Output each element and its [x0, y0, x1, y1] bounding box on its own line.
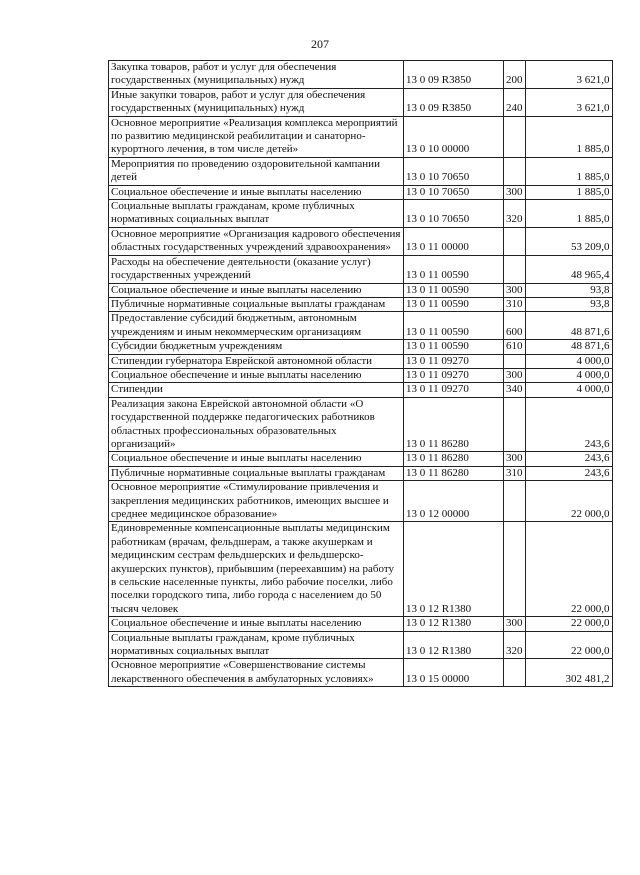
- row-amount-cell: 48 871,6: [525, 340, 612, 354]
- table-row: [109, 340, 613, 354]
- table-row: [109, 61, 613, 89]
- table-row: [109, 522, 613, 617]
- row-expense-type-cell: 600: [504, 312, 526, 340]
- table-row: [109, 116, 613, 157]
- row-expense-type-cell: 300: [504, 617, 526, 631]
- table-row: [109, 452, 613, 466]
- row-expense-type-cell: [504, 157, 526, 185]
- row-code-cell: 13 0 09 R3850: [404, 61, 504, 89]
- table-row: [109, 481, 613, 522]
- row-expense-type-cell: 320: [504, 200, 526, 228]
- row-name-cell: Единовременные компенсационные выплаты медицинским работникам (врачам, фельдшерам, а также акушеркам и медицинским сестрам фельдшерских и фельдшерско-акушерских пунктов), прибывшим (переехавшим) на работу в сельские населенные пункты, либо рабочие поселки, либо поселки городского типа, либо города с населением до 50 тысяч человек: [109, 522, 404, 617]
- row-code-cell: 13 0 15 00000: [404, 659, 504, 687]
- row-code-cell: 13 0 11 86280: [404, 397, 504, 452]
- row-name-cell: Расходы на обеспечение деятельности (оказание услуг) государственных учреждений: [109, 255, 404, 283]
- row-name-cell: Реализация закона Еврейской автономной области «О государственной поддержке педагогических работников областных профессиональных образовательных организаций»: [109, 397, 404, 452]
- row-expense-type-cell: [504, 659, 526, 687]
- row-expense-type-cell: [504, 522, 526, 617]
- row-amount-cell: 4 000,0: [525, 383, 612, 397]
- row-amount-cell: 22 000,0: [525, 631, 612, 659]
- row-amount-cell: 22 000,0: [525, 617, 612, 631]
- row-expense-type-cell: [504, 354, 526, 368]
- row-code-cell: 13 0 11 09270: [404, 368, 504, 382]
- row-expense-type-cell: 300: [504, 283, 526, 297]
- row-code-cell: 13 0 11 09270: [404, 354, 504, 368]
- row-amount-cell: 1 885,0: [525, 185, 612, 199]
- row-code-cell: 13 0 11 00000: [404, 227, 504, 255]
- table-row: [109, 617, 613, 631]
- row-expense-type-cell: [504, 397, 526, 452]
- table-row: [109, 312, 613, 340]
- row-code-cell: 13 0 12 R1380: [404, 631, 504, 659]
- row-expense-type-cell: 610: [504, 340, 526, 354]
- table-row: [109, 383, 613, 397]
- row-amount-cell: 53 209,0: [525, 227, 612, 255]
- table-row: [109, 88, 613, 116]
- table-row: [109, 157, 613, 185]
- row-name-cell: Стипендии губернатора Еврейской автономной области: [109, 354, 404, 368]
- row-name-cell: Субсидии бюджетным учреждениям: [109, 340, 404, 354]
- row-name-cell: Публичные нормативные социальные выплаты гражданам: [109, 466, 404, 480]
- row-expense-type-cell: [504, 255, 526, 283]
- row-expense-type-cell: [504, 481, 526, 522]
- row-amount-cell: 1 885,0: [525, 200, 612, 228]
- row-code-cell: 13 0 10 70650: [404, 185, 504, 199]
- row-amount-cell: 302 481,2: [525, 659, 612, 687]
- row-code-cell: 13 0 11 00590: [404, 255, 504, 283]
- row-expense-type-cell: 300: [504, 368, 526, 382]
- page-number: 207: [311, 37, 329, 51]
- row-code-cell: 13 0 11 00590: [404, 283, 504, 297]
- row-name-cell: Социальные выплаты гражданам, кроме публичных нормативных социальных выплат: [109, 631, 404, 659]
- table-row: [109, 354, 613, 368]
- row-expense-type-cell: 310: [504, 466, 526, 480]
- row-name-cell: Социальное обеспечение и иные выплаты населению: [109, 452, 404, 466]
- row-code-cell: 13 0 11 00590: [404, 312, 504, 340]
- row-amount-cell: 93,8: [525, 283, 612, 297]
- row-name-cell: Публичные нормативные социальные выплаты гражданам: [109, 297, 404, 311]
- row-expense-type-cell: 300: [504, 185, 526, 199]
- row-name-cell: Социальное обеспечение и иные выплаты населению: [109, 283, 404, 297]
- row-amount-cell: 22 000,0: [525, 522, 612, 617]
- table-row: [109, 631, 613, 659]
- row-amount-cell: 1 885,0: [525, 157, 612, 185]
- row-code-cell: 13 0 12 R1380: [404, 617, 504, 631]
- row-expense-type-cell: [504, 227, 526, 255]
- row-amount-cell: 4 000,0: [525, 368, 612, 382]
- row-name-cell: Стипендии: [109, 383, 404, 397]
- row-expense-type-cell: 340: [504, 383, 526, 397]
- row-amount-cell: 48 965,4: [525, 255, 612, 283]
- row-code-cell: 13 0 11 00590: [404, 340, 504, 354]
- row-name-cell: Основное мероприятие «Организация кадрового обеспечения областных государственных учреждений здравоохранения»: [109, 227, 404, 255]
- table-row: [109, 397, 613, 452]
- table-row: [109, 466, 613, 480]
- row-amount-cell: 243,6: [525, 452, 612, 466]
- row-amount-cell: 93,8: [525, 297, 612, 311]
- table-row: [109, 185, 613, 199]
- table-row: [109, 283, 613, 297]
- budget-table-body: [109, 61, 613, 687]
- row-expense-type-cell: 310: [504, 297, 526, 311]
- table-row: [109, 368, 613, 382]
- row-name-cell: Мероприятия по проведению оздоровительной кампании детей: [109, 157, 404, 185]
- row-name-cell: Иные закупки товаров, работ и услуг для обеспечения государственных (муниципальных) нужд: [109, 88, 404, 116]
- row-code-cell: 13 0 10 00000: [404, 116, 504, 157]
- row-code-cell: 13 0 11 86280: [404, 452, 504, 466]
- row-expense-type-cell: 240: [504, 88, 526, 116]
- row-expense-type-cell: [504, 116, 526, 157]
- budget-table: [108, 60, 613, 687]
- row-name-cell: Основное мероприятие «Стимулирование привлечения и закрепления медицинских работников, имеющих высшее и среднее медицинское образование»: [109, 481, 404, 522]
- row-code-cell: 13 0 11 00590: [404, 297, 504, 311]
- row-expense-type-cell: 320: [504, 631, 526, 659]
- row-code-cell: 13 0 09 R3850: [404, 88, 504, 116]
- row-amount-cell: 243,6: [525, 466, 612, 480]
- table-row: [109, 200, 613, 228]
- row-name-cell: Социальное обеспечение и иные выплаты населению: [109, 185, 404, 199]
- row-name-cell: Предоставление субсидий бюджетным, автономным учреждениям и иным некоммерческим организациям: [109, 312, 404, 340]
- row-amount-cell: 48 871,6: [525, 312, 612, 340]
- row-amount-cell: 1 885,0: [525, 116, 612, 157]
- row-code-cell: 13 0 11 09270: [404, 383, 504, 397]
- table-row: [109, 297, 613, 311]
- row-amount-cell: 4 000,0: [525, 354, 612, 368]
- row-expense-type-cell: 200: [504, 61, 526, 89]
- row-amount-cell: 3 621,0: [525, 88, 612, 116]
- row-name-cell: Социальное обеспечение и иные выплаты населению: [109, 368, 404, 382]
- row-amount-cell: 22 000,0: [525, 481, 612, 522]
- row-code-cell: 13 0 10 70650: [404, 157, 504, 185]
- row-code-cell: 13 0 12 R1380: [404, 522, 504, 617]
- row-name-cell: Основное мероприятие «Совершенствование системы лекарственного обеспечения в амбулаторных условиях»: [109, 659, 404, 687]
- row-code-cell: 13 0 11 86280: [404, 466, 504, 480]
- row-name-cell: Основное мероприятие «Реализация комплекса мероприятий по развитию медицинской реабилитации и санаторно-курортного лечения, в том числе детей»: [109, 116, 404, 157]
- row-expense-type-cell: 300: [504, 452, 526, 466]
- row-name-cell: Закупка товаров, работ и услуг для обеспечения государственных (муниципальных) нужд: [109, 61, 404, 89]
- table-row: [109, 227, 613, 255]
- table-row: [109, 255, 613, 283]
- row-amount-cell: 3 621,0: [525, 61, 612, 89]
- row-code-cell: 13 0 10 70650: [404, 200, 504, 228]
- row-name-cell: Социальные выплаты гражданам, кроме публичных нормативных социальных выплат: [109, 200, 404, 228]
- table-row: [109, 659, 613, 687]
- row-name-cell: Социальное обеспечение и иные выплаты населению: [109, 617, 404, 631]
- row-amount-cell: 243,6: [525, 397, 612, 452]
- row-code-cell: 13 0 12 00000: [404, 481, 504, 522]
